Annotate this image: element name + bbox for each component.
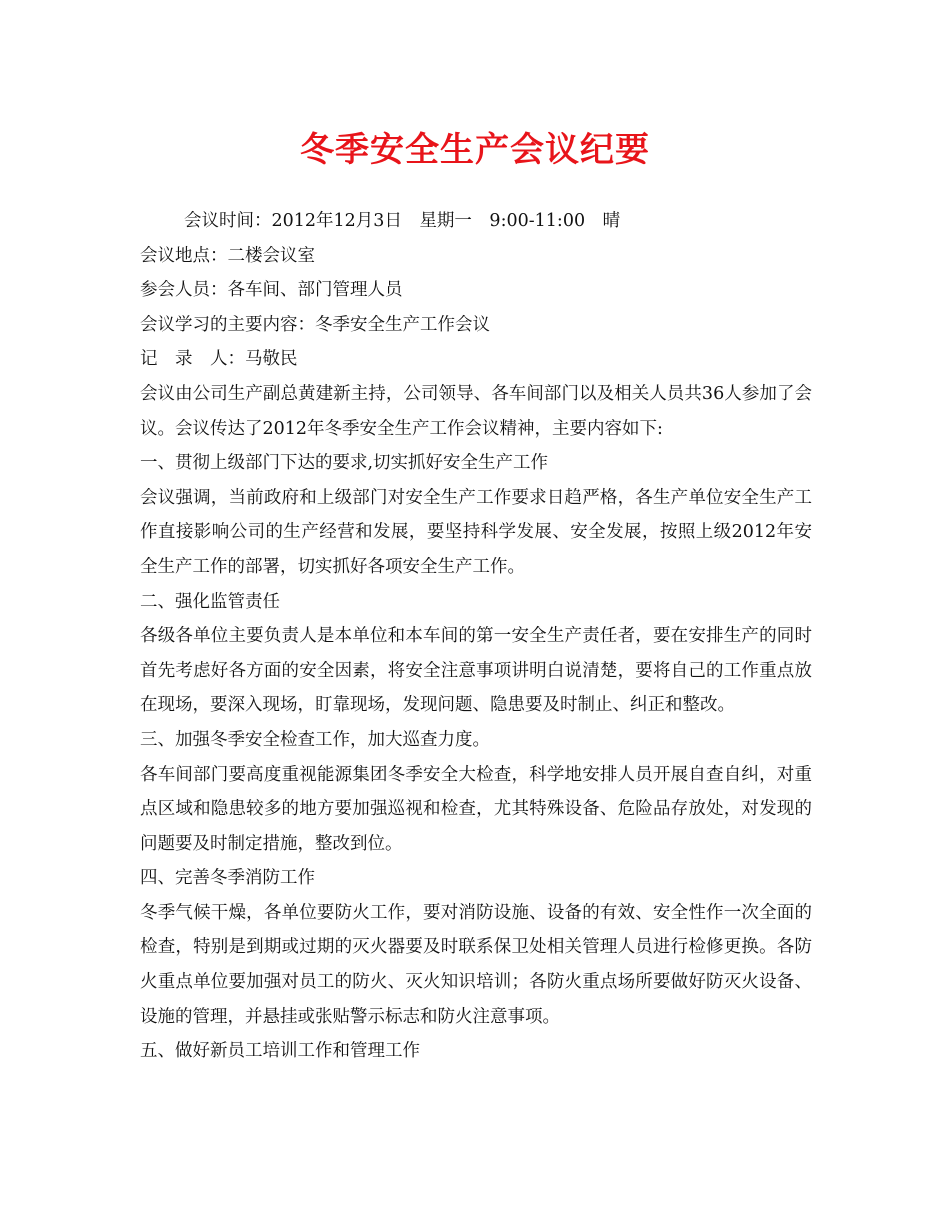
section-heading: 三、加强冬季安全检查工作，加大巡查力度。 [140, 729, 490, 750]
section-body: 各车间部门要高度重视能源集团冬季安全大检查，科学地安排人员开展自查自纠，对重点区域和隐患较多的地方要加强巡视和检查，尤其特殊设备、危险品存放处，对发现的问题要及时制定措施，整改到位。 [140, 764, 812, 854]
meeting-study-content: 会议学习的主要内容：冬季安全生产工作会议 [140, 314, 490, 335]
section-heading: 五、做好新员工培训工作和管理工作 [140, 1041, 420, 1062]
meeting-attendees: 参会人员：各车间、部门管理人员 [140, 280, 403, 301]
section-body: 各级各单位主要负责人是本单位和本车间的第一安全生产责任者，要在安排生产的同时首先考虑好各方面的安全因素，将安全注意事项讲明白说清楚，要将自己的工作重点放在现场，要深入现场，盯靠现场，发现问题、隐患要及时制止、纠正和整改。 [140, 626, 812, 716]
section-heading: 二、强化监管责任 [140, 591, 280, 612]
section-heading: 四、完善冬季消防工作 [140, 868, 315, 889]
document-body [140, 204, 812, 1069]
meeting-time: 会议时间：2012年12月3日 星期一 9:00-11:00 晴 [184, 211, 621, 231]
meeting-intro: 会议由公司生产副总黄建新主持，公司领导、各车间部门以及相关人员共36人参加了会议。会议传达了2012年冬季安全生产工作会议精神，主要内容如下: [140, 383, 812, 439]
section-body: 冬季气候干燥，各单位要防火工作，要对消防设施、设备的有效、安全性作一次全面的检查，特别是到期或过期的灭火器要及时联系保卫处相关管理人员进行检修更换。各防火重点单位要加强对员工的防火、灭火知识培训；各防火重点场所要做好防灭火设备、设施的管理，并悬挂或张贴警示标志和防火注意事项。 [140, 902, 812, 1027]
section-body: 会议强调，当前政府和上级部门对安全生产工作要求日趋严格，各生产单位安全生产工作直接影响公司的生产经营和发展，要坚持科学发展、安全发展，按照上级2012年安全生产工作的部署，切实抓好各项安全生产工作。 [140, 487, 812, 577]
meeting-place: 会议地点：二楼会议室 [140, 245, 315, 266]
section-heading: 一、贯彻上级部门下达的要求,切实抓好安全生产工作 [140, 453, 549, 474]
document-title: 冬季安全生产会议纪要 [300, 130, 650, 170]
meeting-recorder: 记 录 人：马敬民 [140, 349, 298, 370]
